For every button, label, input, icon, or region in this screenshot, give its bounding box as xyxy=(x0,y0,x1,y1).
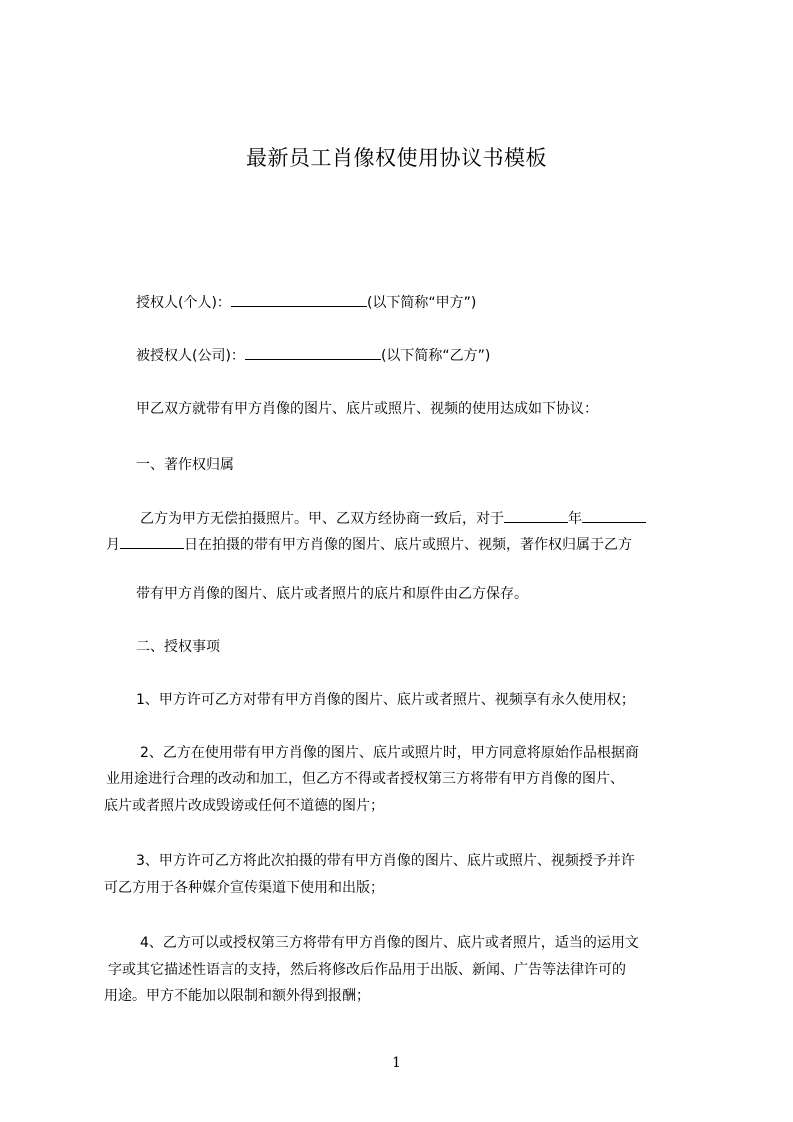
section2-item1: 1、甲方许可乙方对带有甲方肖像的图片、底片或者照片、视频享有永久使用权； xyxy=(136,692,635,708)
authorizer-line xyxy=(136,292,476,312)
section1-line3: 带有甲方肖像的图片、底片或者照片的底片和原件由乙方保存。 xyxy=(136,586,528,602)
authorizer-label: 授权人(个人)： xyxy=(136,295,231,311)
year-label: 年 xyxy=(568,511,582,527)
section2-item4-line3: 用途。甲方不能加以限制和额外得到报酬； xyxy=(104,988,370,1004)
month-blank xyxy=(582,508,646,523)
day-blank xyxy=(120,534,184,549)
document-title: 最新员工肖像权使用协议书模板 xyxy=(246,146,547,170)
section2-item2-line1: 2、乙方在使用带有甲方肖像的图片、底片或照片时，甲方同意将原始作品根据商 xyxy=(140,745,639,761)
section1-text: 日在拍摄的带有甲方肖像的图片、底片或照片、视频，著作权归属于乙方 xyxy=(184,537,632,553)
page-number: 1 xyxy=(392,1055,401,1071)
section1-line2 xyxy=(106,534,632,554)
authorizer-suffix: (以下简称“甲方”) xyxy=(366,295,477,311)
authorized-line xyxy=(136,345,490,365)
section2-item3-line1: 3、甲方许可乙方将此次拍摄的带有甲方肖像的图片、底片或照片、视频授予并许 xyxy=(136,853,635,869)
authorizer-blank xyxy=(231,292,367,307)
authorized-suffix: (以下简称“乙方”) xyxy=(380,348,491,364)
section2-item2-line3: 底片或者照片改成毁谤或任何不道德的图片； xyxy=(104,798,384,814)
year-blank xyxy=(504,508,568,523)
section1-line1 xyxy=(140,508,646,528)
section2-heading: 二、授权事项 xyxy=(136,639,220,655)
month-label: 月 xyxy=(106,537,120,553)
intro-paragraph: 甲乙双方就带有甲方肖像的图片、底片或照片、视频的使用达成如下协议： xyxy=(136,401,598,417)
section2-item3-line2: 可乙方用于各种媒介宣传渠道下使用和出版； xyxy=(104,880,384,896)
section2-item2-line2: 业用途进行合理的改动和加工，但乙方不得或者授权第三方将带有甲方肖像的图片、 xyxy=(106,771,624,787)
authorized-blank xyxy=(245,345,381,360)
section1-heading: 一、著作权归属 xyxy=(136,457,234,473)
section2-item4-line1: 4、乙方可以或授权第三方将带有甲方肖像的图片、底片或者照片，适当的运用文 xyxy=(140,935,639,951)
authorized-label: 被授权人(公司)： xyxy=(136,348,245,364)
section1-text: 乙方为甲方无偿拍摄照片。甲、乙双方经协商一致后，对于 xyxy=(140,511,504,527)
section2-item4-line2: 字或其它描述性语言的支持，然后将修改后作品用于出版、新闻、广告等法律许可的 xyxy=(108,962,626,978)
